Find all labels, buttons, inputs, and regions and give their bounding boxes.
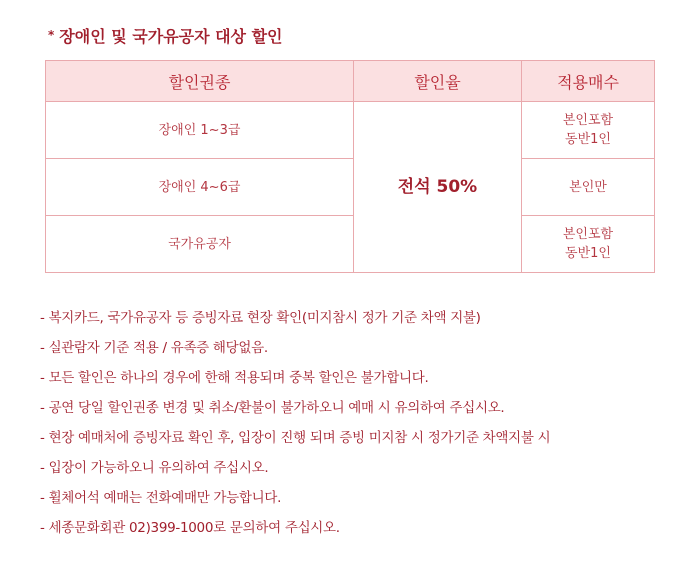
ticket-count-line: 본인포함: [562, 113, 614, 128]
notice-item: - 모든 할인은 하나의 경우에 한해 적용되며 중복 할인은 불가합니다.: [40, 370, 429, 386]
ticket-count-cell: [522, 102, 655, 159]
ticket-count-line: 동반1인: [565, 132, 611, 147]
ticket-count-cell: [522, 216, 655, 273]
notice-item: - 휠체어석 예매는 전화예매만 가능합니다.: [40, 490, 282, 506]
notice-item: - 현장 예매처에 증빙자료 확인 후, 입장이 진행 되며 증빙 미지참 시 정가기준 차액지불 시: [40, 430, 551, 446]
section-heading: [48, 22, 283, 48]
header-ticket-count: 적용매수: [522, 61, 655, 102]
header-discount-rate: 할인율: [354, 61, 522, 102]
notice-item: - 세종문화회관 02)399-1000로 문의하여 주십시오.: [40, 520, 340, 536]
ticket-count-cell: [522, 159, 655, 216]
discount-rate-cell: 전석 50%: [354, 102, 522, 273]
notice-list: [40, 306, 550, 546]
ticket-count-line: 본인만: [569, 179, 607, 195]
header-ticket-type: 할인권종: [46, 61, 354, 102]
asterisk-icon: *: [48, 28, 55, 42]
notice-item: - 공연 당일 할인권종 변경 및 취소/환불이 불가하오니 예매 시 유의하여 주십시오.: [40, 400, 505, 416]
ticket-count-line: 본인포함: [562, 227, 614, 242]
table-header-row: [46, 61, 655, 102]
ticket-count-line: 동반1인: [565, 246, 611, 261]
section-heading-text: 장애인 및 국가유공자 대상 할인: [59, 26, 283, 46]
table-row: [46, 159, 655, 216]
ticket-type-cell: 장애인 4~6급: [46, 159, 354, 216]
notice-item: - 복지카드, 국가유공자 등 증빙자료 현장 확인(미지참시 정가 기준 차액 지불): [40, 310, 481, 326]
table-row: [46, 102, 655, 159]
notice-item: - 실관람자 기준 적용 / 유족증 해당없음.: [40, 340, 268, 356]
ticket-type-cell: 장애인 1~3급: [46, 102, 354, 159]
table-row: [46, 216, 655, 273]
notice-item: - 입장이 가능하오니 유의하여 주십시오.: [40, 460, 269, 476]
ticket-type-cell: 국가유공자: [46, 216, 354, 273]
discount-table: [45, 60, 655, 273]
